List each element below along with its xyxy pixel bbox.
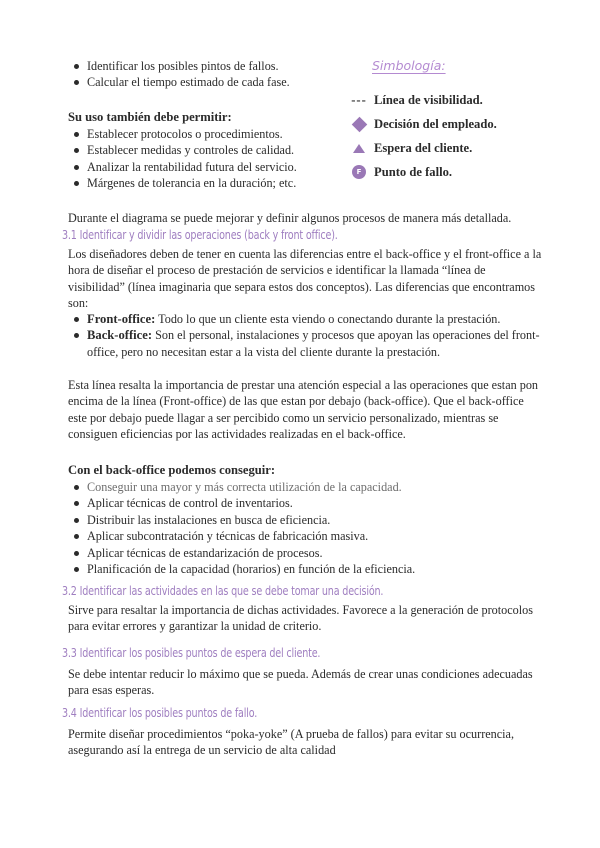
uso-title: Su uso también debe permitir: [68, 110, 232, 124]
list-item: Aplicar subcontratación y técnicas de fabricación masiva. [68, 528, 543, 544]
section-3-4-paragraph: Permite diseñar procedimientos “poka-yoke” (A prueba de fallos) para evitar su ocurrencia, asegurando así la entrega de un servicio de alta calidad [68, 727, 515, 758]
list-item: Establecer protocolos o procedimientos. [68, 126, 358, 142]
section-3-2-paragraph: Sirve para resaltar la importancia de dichas actividades. Favorece a la generación de protocolos para evitar errores y garantizar la unidad de criterio. [68, 603, 533, 634]
list-item: Distribuir las instalaciones en busca de eficiencia. [68, 512, 543, 528]
top-bullet-list [68, 58, 358, 91]
back-office-title: Con el back-office podemos conseguir: [68, 463, 276, 477]
list-item: Front-office: Todo lo que un cliente esta viendo o conectando durante la prestación. [68, 311, 543, 327]
visibility-paragraph: Esta línea resalta la importancia de prestar una atención especial a las operaciones que estan pon encima de la línea (Front-office) de las que estan por debajo (back-office). Que el back-office este por debajo puede llagar a ser percibido como un servicio personalizado, mientras se consiguen eficiencias por las actividades realizadas en el back-office. [68, 378, 539, 442]
triangle-icon [348, 144, 370, 153]
legend-label: Decisión del empleado. [374, 117, 497, 132]
legend-label: Punto de fallo. [374, 165, 453, 180]
diamond-icon [348, 119, 370, 130]
office-list [68, 311, 543, 360]
failure-point-icon: F [348, 165, 370, 179]
intro-text: Durante el diagrama se puede mejorar y definir algunos procesos de manera más detallada. [68, 211, 512, 225]
list-item: Planificación de la capacidad (horarios) en función de la eficiencia. [68, 561, 543, 577]
list-item: Aplicar técnicas de control de inventarios. [68, 495, 543, 511]
section-3-1-heading: 3.1 Identificar y dividir las operaciones (back y front office). [62, 227, 338, 242]
legend-row-failure [348, 160, 558, 184]
list-item: Calcular el tiempo estimado de cada fase. [68, 74, 358, 90]
legend-label: Espera del cliente. [374, 141, 473, 156]
uso-list [68, 126, 358, 192]
section-3-1-paragraph: Los diseñadores deben de tener en cuenta las diferencias entre el back-office y el front-office a la hora de diseñar el proceso de prestación de servicios e identificar la llamada “línea de visibilidad” (línea imaginaria que separa estos dos conceptos). Las diferencias que encontramos son: [68, 247, 542, 311]
section-3-2-heading: 3.2 Identificar las actividades en las que se debe tomar una decisión. [62, 583, 384, 598]
section-3-4-heading: 3.4 Identificar los posibles puntos de fallo. [62, 705, 258, 720]
section-3-3-paragraph: Se debe intentar reducir lo máximo que se pueda. Además de crear unas condiciones adecuadas para esas esperas. [68, 667, 533, 698]
legend [348, 58, 558, 184]
legend-title: Simbología: [372, 58, 446, 73]
section-3-3-heading: 3.3 Identificar los posibles puntos de espera del cliente. [62, 645, 321, 660]
list-item: Analizar la rentabilidad futura del servicio. [68, 159, 358, 175]
list-item: Aplicar técnicas de estandarización de procesos. [68, 545, 543, 561]
legend-label: Línea de visibilidad. [374, 93, 483, 108]
legend-row-wait [348, 136, 558, 160]
legend-row-decision [348, 112, 558, 136]
list-item: Back-office: Son el personal, instalaciones y procesos que apoyan las operaciones del front-office, pero no necesitan estar a la vista del cliente durante la prestación. [68, 327, 543, 360]
list-item: Establecer medidas y controles de calidad. [68, 142, 358, 158]
dashed-line-icon: --- [351, 93, 367, 108]
list-item: Identificar los posibles pintos de fallos. [68, 58, 358, 74]
list-item: Conseguir una mayor y más correcta utilización de la capacidad. [68, 479, 543, 495]
list-item: Márgenes de tolerancia en la duración; etc. [68, 175, 358, 191]
back-office-list [68, 479, 543, 577]
legend-row-visibility [348, 88, 558, 112]
